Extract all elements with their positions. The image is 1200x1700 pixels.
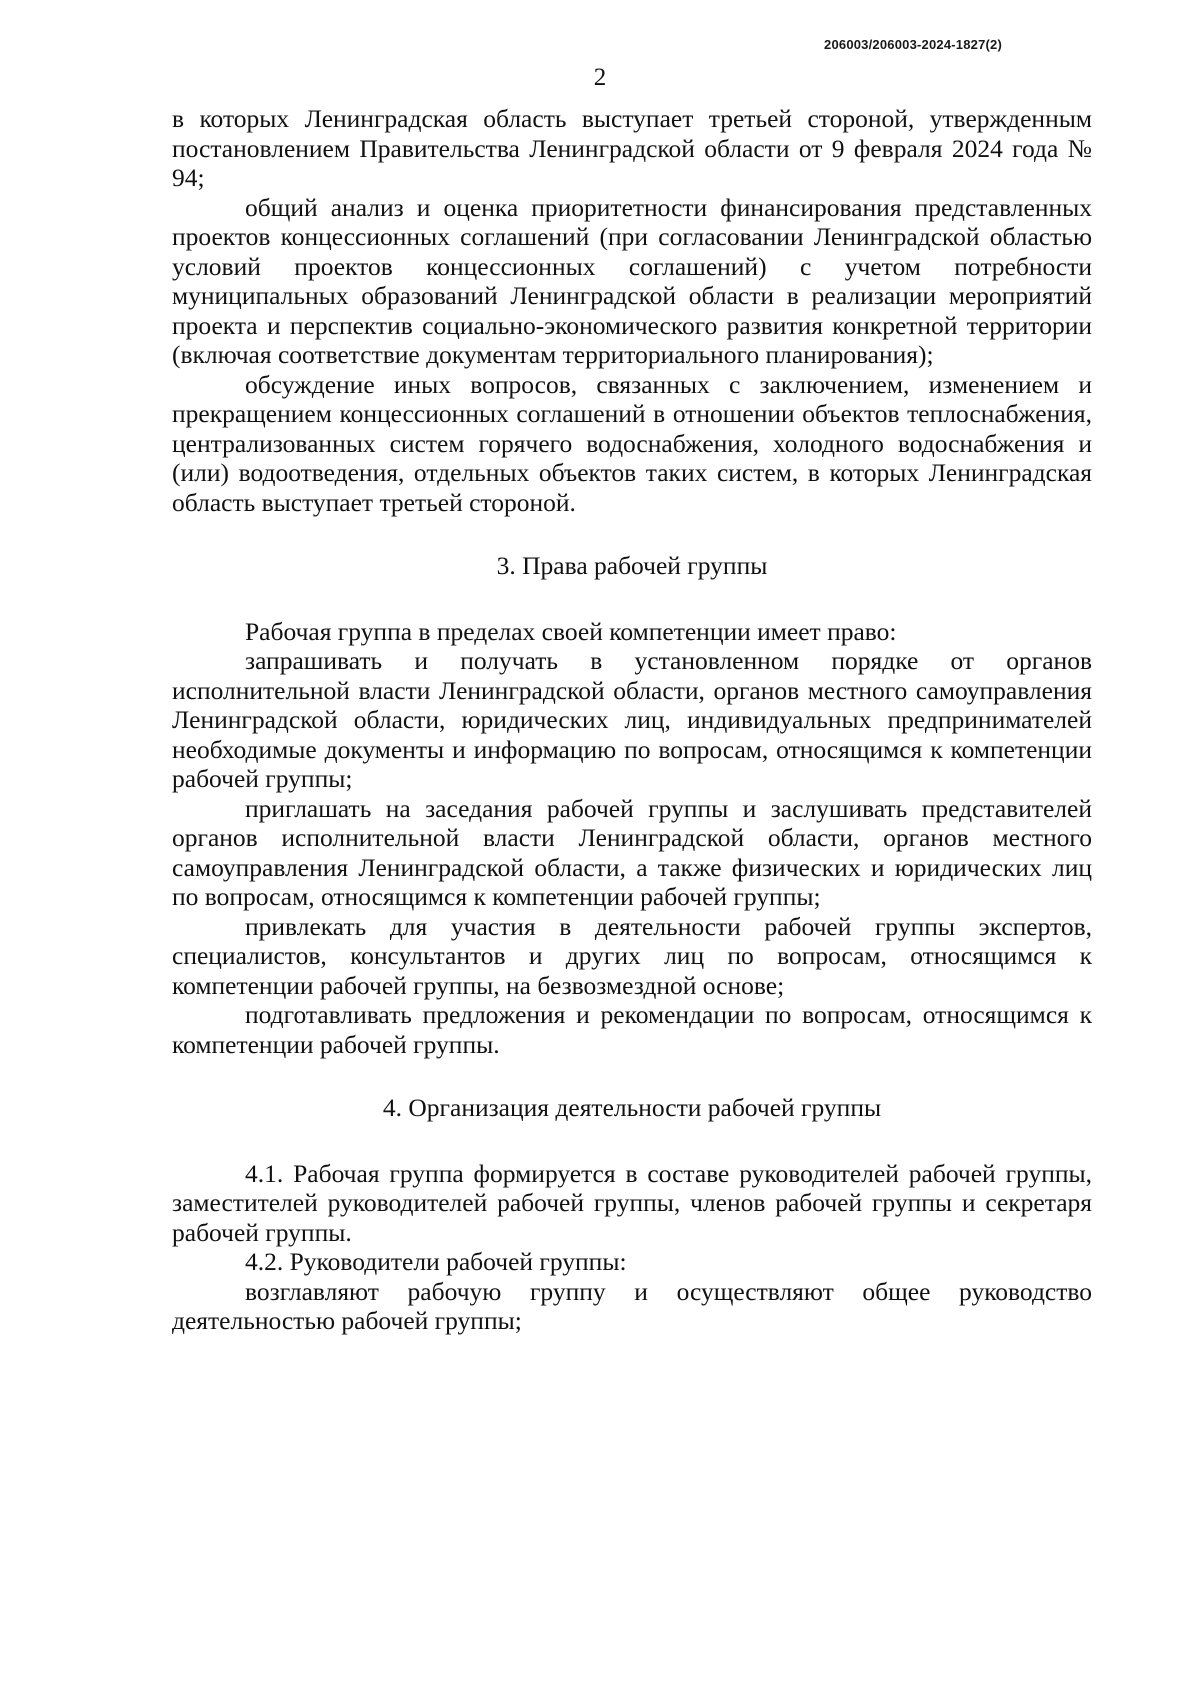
paragraph-leaders-duties: возглавляют рабочую группу и осуществляют общее руководство деятельностью рабочей группы; [172, 1276, 1092, 1335]
paragraph-rights-intro: Рабочая группа в пределах своей компетенции имеет право: [245, 616, 897, 646]
paragraph-analysis: общий анализ и оценка приоритетности финансирования представленных проектов концессионных соглашений (при согласовании Ленинградской областью условий проектов концессионных соглашений) с учетом потребности муниципальных образований Ленинградской области в реализации мероприятий проекта и перспектив социально-экономического развития конкретной территории (включая соответствие документам территориального планирования); [172, 192, 1092, 369]
section-heading-organization: 4. Организация деятельности рабочей группы [382, 1093, 882, 1122]
section-heading-rights: 3. Права рабочей группы [496, 551, 768, 580]
paragraph-4-2: 4.2. Руководители рабочей группы: [245, 1247, 627, 1276]
paragraph-continuation: в которых Ленинградская область выступает третьей стороной, утвержденным постановлением Правительства Ленинградской области от 9 февраля 2024 года № 94; [172, 104, 1092, 192]
paragraph-engage-experts: привлекать для участия в деятельности рабочей группы экспертов, специалистов, консультантов и других лиц по вопросам, относящимся к компетенции рабочей группы, на безвозмездной основе; [172, 911, 1092, 1000]
paragraph-4-1: 4.1. Рабочая группа формируется в составе руководителей рабочей группы, заместителей руководителей рабочей группы, членов рабочей группы и секретаря рабочей группы. [172, 1158, 1092, 1247]
document-id: 206003/206003-2024-1827(2) [824, 37, 1002, 52]
paragraph-prepare-proposals: подготавливать предложения и рекомендации по вопросам, относящимся к компетенции рабочей группы. [172, 1000, 1092, 1059]
document-body [172, 104, 1092, 1336]
paragraph-other-questions: обсуждение иных вопросов, связанных с заключением, изменением и прекращением концессионных соглашений в отношении объектов теплоснабжения, централизованных систем горячего водоснабжения, холодного водоснабжения и (или) водоотведения, отдельных объектов таких систем, в которых Ленинградская область выступает третьей стороной. [172, 369, 1092, 517]
paragraph-invite: приглашать на заседания рабочей группы и заслушивать представителей органов исполнительной власти Ленинградской области, органов местного самоуправления Ленинградской области, а также физических и юридических лиц по вопросам, относящимся к компетенции рабочей группы; [172, 793, 1092, 911]
paragraph-request-info: запрашивать и получать в установленном порядке от органов исполнительной власти Ленинградской области, органов местного самоуправления Ленинградской области, юридических лиц, индивидуальных предпринимателей необходимые документы и информацию по вопросам, относящимся к компетенции рабочей группы; [172, 646, 1092, 793]
page-number: 2 [593, 64, 607, 91]
